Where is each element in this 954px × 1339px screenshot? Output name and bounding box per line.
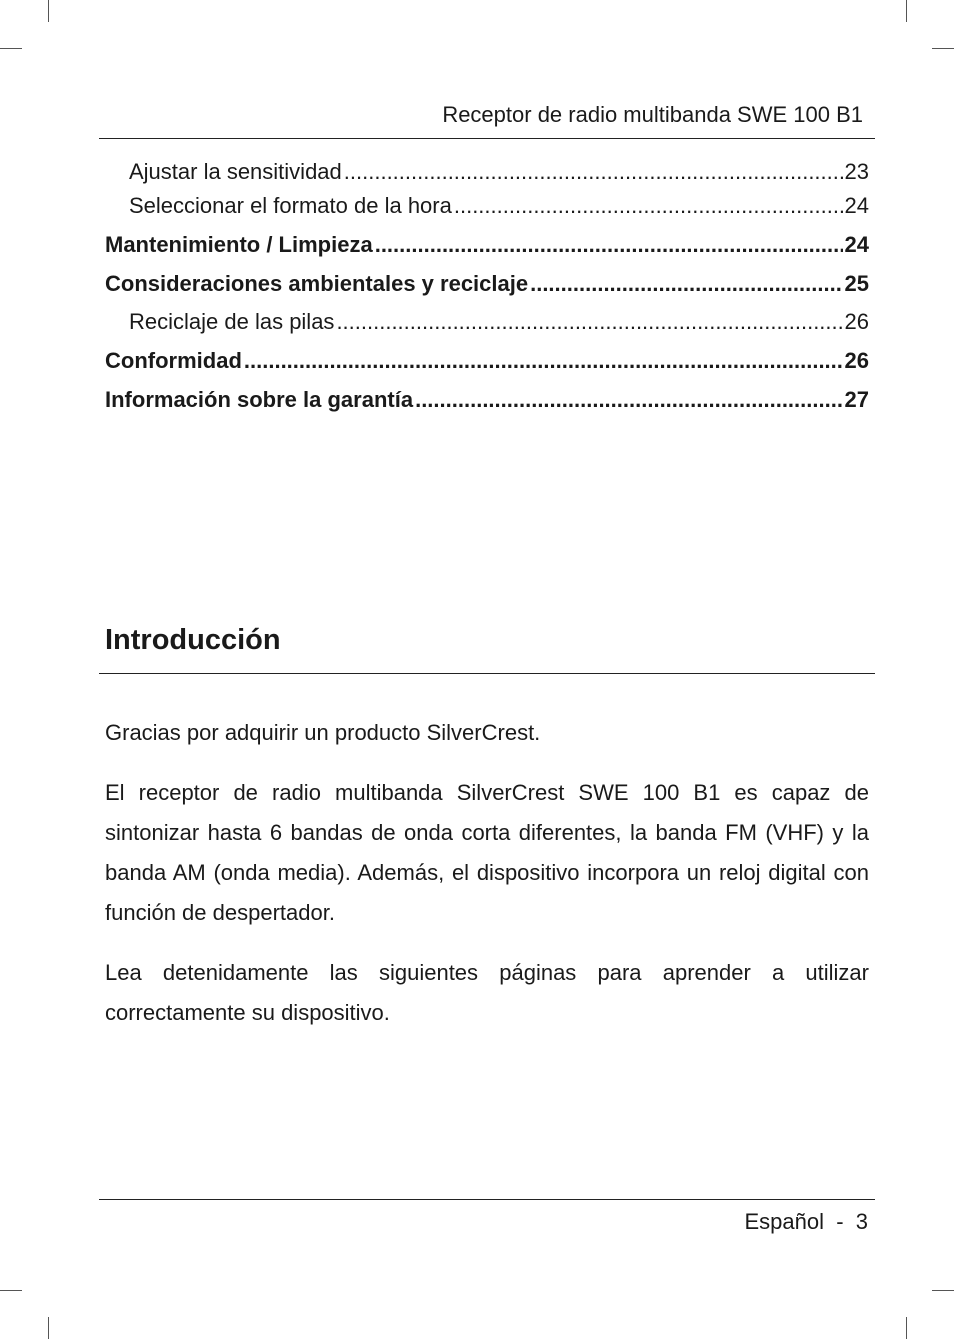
intro-paragraph-1: Gracias por adquirir un producto SilverCrest. (105, 720, 541, 745)
toc-entry-page: 26 (844, 348, 869, 373)
toc-entry-conformidad[interactable] (105, 345, 869, 377)
toc-entry-label: Seleccionar el formato de la hora (129, 193, 452, 218)
section-heading: Introducción (105, 624, 281, 656)
toc-dot-leader (454, 190, 843, 222)
toc-entry-informacion-garantia[interactable] (105, 384, 869, 416)
toc-entry-label: Consideraciones ambientales y reciclaje (105, 271, 529, 296)
toc-dot-leader (530, 268, 842, 300)
page-header-title: Receptor de radio multibanda SWE 100 B1 (442, 102, 863, 127)
intro-paragraph-3: Lea detenidamente las siguientes páginas para aprender a utilizar correctamente su dispositivo. (105, 960, 869, 1025)
footer-rule (99, 1199, 875, 1200)
crop-mark-bottom-right-vertical (906, 1317, 907, 1339)
header-rule (99, 138, 875, 139)
crop-mark-top-left-vertical (48, 0, 49, 22)
toc-entry-label: Reciclaje de las pilas (129, 309, 335, 334)
toc-entry-mantenimiento-limpieza[interactable] (105, 229, 869, 261)
page-footer-language-number: Español - 3 (744, 1209, 868, 1234)
crop-mark-top-left-horizontal (0, 48, 22, 49)
toc-entry-page: 26 (844, 309, 869, 334)
toc-dot-leader (244, 345, 843, 377)
section-rule (99, 673, 875, 674)
toc-entry-ajustar-sensitividad[interactable] (105, 156, 869, 188)
toc-entry-label: Información sobre la garantía (105, 387, 414, 412)
crop-mark-top-right-horizontal (932, 48, 954, 49)
toc-entry-consideraciones-ambientales[interactable] (105, 268, 869, 300)
toc-entry-page: 27 (844, 387, 869, 412)
toc-dot-leader (415, 384, 842, 416)
toc-entry-label: Conformidad (105, 348, 242, 373)
intro-paragraph-2: El receptor de radio multibanda SilverCrest SWE 100 B1 es capaz de sintonizar hasta 6 bandas de onda corta diferentes, la banda FM (VHF) y la banda AM (onda media). Además, el dispositivo incorpora un reloj digital con función de despertador. (105, 780, 869, 925)
toc-dot-leader (344, 156, 843, 188)
toc-entry-label: Mantenimiento / Limpieza (105, 232, 373, 257)
toc-dot-leader (336, 306, 842, 338)
toc-entry-page: 24 (844, 193, 869, 218)
toc-entry-reciclaje-pilas[interactable] (105, 306, 869, 338)
crop-mark-top-right-vertical (906, 0, 907, 22)
crop-mark-bottom-right-horizontal (932, 1290, 954, 1291)
crop-mark-bottom-left-horizontal (0, 1290, 22, 1291)
toc-dot-leader (375, 229, 843, 261)
toc-entry-page: 23 (844, 159, 869, 184)
toc-entry-page: 25 (844, 271, 869, 296)
toc-entry-page: 24 (844, 232, 869, 257)
toc-entry-label: Ajustar la sensitividad (129, 159, 342, 184)
crop-mark-bottom-left-vertical (48, 1317, 49, 1339)
toc-entry-seleccionar-formato-hora[interactable] (105, 190, 869, 222)
